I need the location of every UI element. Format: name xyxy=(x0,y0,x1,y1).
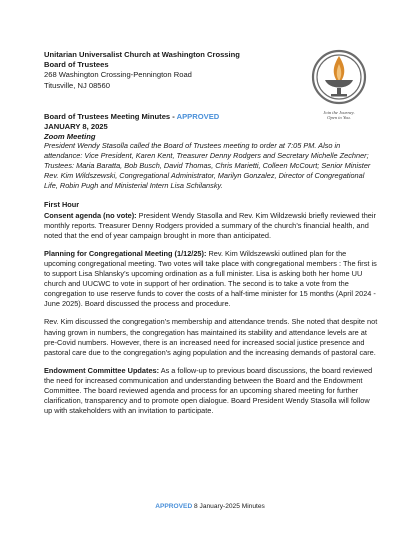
membership-paragraph: Rev. Kim discussed the congregation’s membership and attendance trends. She noted that despite not having grown in numbers, the congregation has maintained its stability and attendance levels are at pre-Covid numbers. However, there is an increased need for increased social justice presence and pastoral care due to the congregation’s aging population and the increasing demands of pastoral care. xyxy=(44,317,378,357)
first-hour-heading: First Hour xyxy=(44,200,80,210)
address-line-1: 268 Washington Crossing-Pennington Road xyxy=(44,70,192,80)
board-name: Board of Trustees xyxy=(44,60,109,70)
logo-tagline: Join the Journey. Open to You. xyxy=(323,110,355,121)
consent-agenda-paragraph: Consent agenda (no vote): President Wendy Stasolla and Rev. Kim Wildzewski briefly reviewed their monthly reports. Treasurer Denny Rodgers provided a summary of the church’s financial health, and noted that the end of year campaign brought in more than anticipated. xyxy=(44,210,376,240)
meeting-format: Zoom Meeting xyxy=(44,132,96,142)
congregational-meeting-paragraph: Planning for Congregational Meeting (1/12/25): Rev. Kim Wildszewski outlined plan for the upcoming congregational meeting. Two votes will take place with congregational members : The first is to support Lisa Shlansky’s upcoming ordination as a full minister. Lisa is asking both her home UU church and UUCWC to vote in support of her ordination. The second is to take a vote from the congregation to use reserve funds to cover the costs of a half-time minister for 15 months (April 2024 - June 2025). Board discussed the process and procedure. xyxy=(44,248,377,309)
endowment-paragraph: Endowment Committee Updates: As a follow-up to previous board discussions, the board reviewed the need for increased communication and understanding between the Board and the Endowment Committee. The board reviewed agenda and process for an upcoming shared meeting for further clarification, transparency and to promote open dialogue. Board President Wendy Stasolla will follow up with stakeholders with an invitation to participate. xyxy=(44,365,373,416)
chalice-icon xyxy=(303,44,375,110)
footer-text: 8 January-2025 Minutes xyxy=(192,503,265,510)
minutes-title: Board of Trustees Meeting Minutes - APPROVED xyxy=(44,112,220,121)
attendance-paragraph: President Wendy Stasolla called the Board of Trustees meeting to order at 7:05 PM. Also in attendance: Vice President, Karen Kent, Treasurer Denny Rodgers and Secretary Michelle Zechner; Trustees: Maria Baratta, Bob Busch, David Thomas, Chris Marietti, Colleen McCourt; Senior Minister Rev. Kim Wildszewski, Congregational Administrator, Marilyn Gonzalez, Director of Congregational Life, Robin Pugh and Ministerial Intern Lisa Schilansky. xyxy=(44,141,371,191)
minutes-title-block xyxy=(44,112,344,143)
minutes-body xyxy=(44,141,378,424)
footer-approved-status: APPROVED xyxy=(155,503,193,510)
approved-status: APPROVED xyxy=(176,112,220,121)
page-footer xyxy=(0,503,420,510)
letterhead xyxy=(44,50,304,91)
meeting-date: JANUARY 8, 2025 xyxy=(44,122,108,132)
address-line-2: Titusville, NJ 08560 xyxy=(44,80,110,90)
org-name: Unitarian Universalist Church at Washington Crossing xyxy=(44,50,240,59)
